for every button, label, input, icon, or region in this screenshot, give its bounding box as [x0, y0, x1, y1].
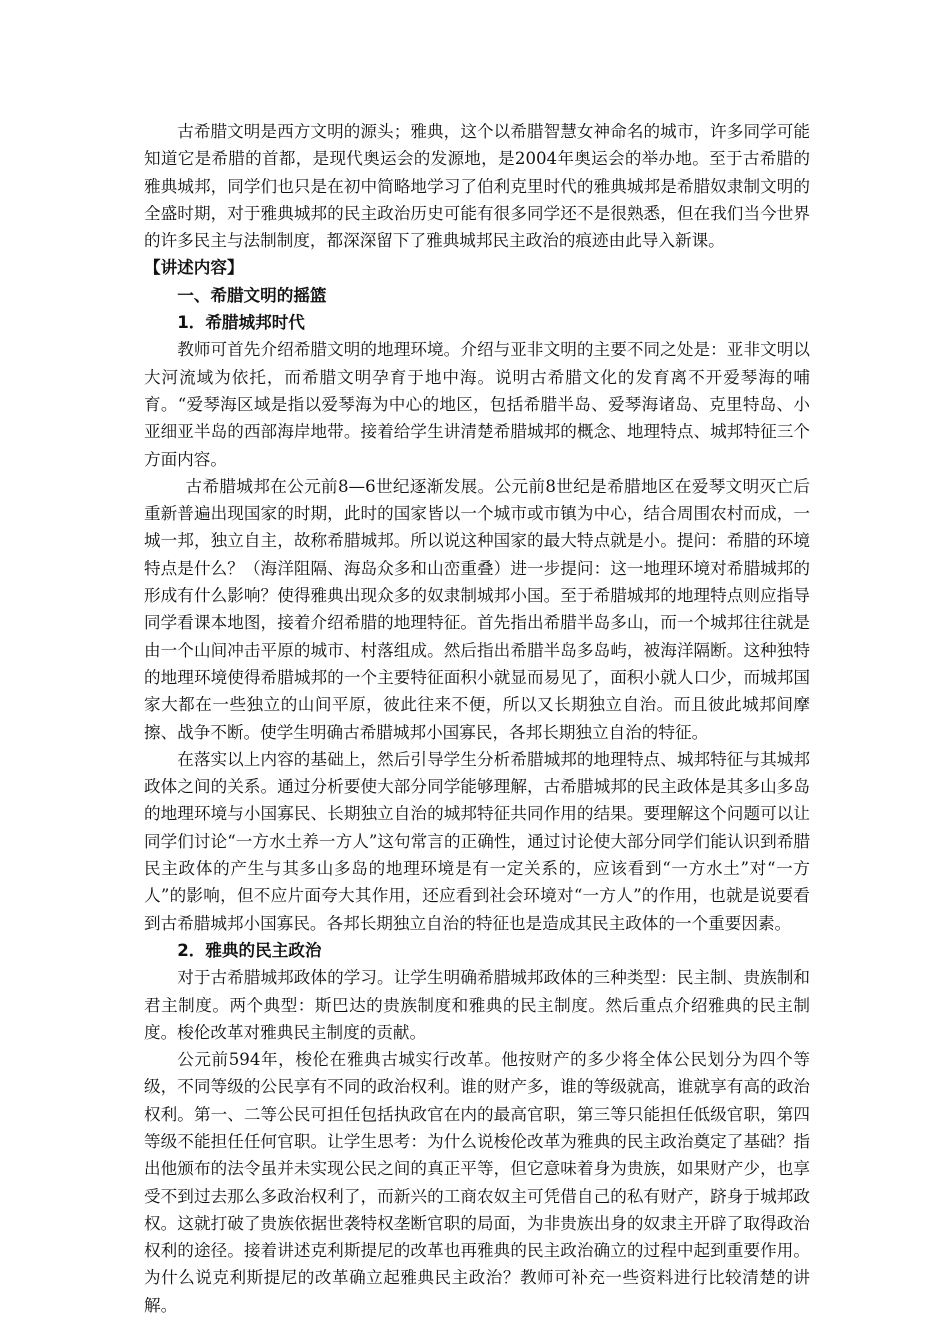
section-label: 【讲述内容】 — [144, 258, 244, 278]
paragraph-geography: 教师可首先介绍希腊文明的地理环境。介绍与亚非文明的主要不同之处是：亚非文明以大河流域为依托，而希腊文明孕育于地中海。说明古希腊文化的发育离不开爱琴海的哺育。“爱琴海区域是指以爱琴海为中心的地区，包括希腊半岛、爱琴海诸岛、克里特岛、小亚细亚半岛的西部海岸地带。接着给学生讲清楚希腊城邦的概念、地理特点、城邦特征三个方面内容。 — [144, 340, 810, 469]
subsection-2-heading: 2．雅典的民主政治 — [177, 940, 322, 960]
document-body — [144, 118, 810, 1319]
paragraph-polity-types: 对于古希腊城邦政体的学习。让学生明确希腊城邦政体的三种类型：民主制、贵族制和君主制度。两个典型：斯巴达的贵族制度和雅典的民主制度。然后重点介绍雅典的民主制度。梭伦改革对雅典民主制度的贡献。 — [144, 968, 810, 1042]
subsection-1-heading: 1．希腊城邦时代 — [177, 313, 305, 333]
part-one-heading: 一、希腊文明的摇篮 — [177, 285, 327, 305]
paragraph-analysis: 在落实以上内容的基础上，然后引导学生分析希腊城邦的地理特点、城邦特征与其城邦政体之间的关系。通过分析要使大部分同学能够理解，古希腊城邦的民主政体是其多山多岛的地理环境与小国寡民、长期独立自治的城邦特征共同作用的结果。要理解这个问题可以让同学们讨论“一方水土养一方人”这句常言的正确性，通过讨论使大部分同学们能认识到希腊民主政体的产生与其多山多岛的地理环境是有一定关系的，应该看到“一方水土”对“一方人”的影响，但不应片面夸大其作用，还应看到社会环境对“一方人”的作用，也就是说要看到古希腊城邦小国寡民。各邦长期独立自治的特征也是造成其民主政体的一个重要因素。 — [144, 749, 810, 933]
paragraph-city-states: 古希腊城邦在公元前8—6世纪逐渐发展。公元前8世纪是希腊地区在爱琴文明灭亡后重新普遍出现国家的时期，此时的国家皆以一个城市或市镇为中心，结合周围农村而成，一城一邦，独立自主，故称希腊城邦。所以说这种国家的最大特点就是小。提问：希腊的环境特点是什么？（海洋阻隔、海岛众多和山峦重叠）进一步提问：这一地理环境对希腊城邦的形成有什么影响？使得雅典出现众多的奴隶制城邦小国。至于希腊城邦的地理特点则应指导同学看课本地图，接着介绍希腊的地理特征。首先指出希腊半岛多山，而一个城邦往往就是由一个山间冲击平原的城市、村落组成。然后指出希腊半岛多岛屿，被海洋隔断。这种独特的地理环境使得希腊城邦的一个主要特征面积小就显而易见了，面积小就人口少，而城邦国家大都在一些独立的山间平原，彼此往来不便，所以又长期独立自治。而且彼此城邦间摩擦、战争不断。使学生明确古希腊城邦小国寡民，各邦长期独立自治的特征。 — [144, 476, 810, 742]
intro-paragraph: 古希腊文明是西方文明的源头；雅典，这个以希腊智慧女神命名的城市，许多同学可能知道它是希腊的首都，是现代奥运会的发源地，是2004年奥运会的举办地。至于古希腊的雅典城邦，同学们也只是在初中简略地学习了伯利克里时代的雅典城邦是希腊奴隶制文明的全盛时期，对于雅典城邦的民主政治历史可能有很多同学还不是很熟悉，但在我们当今世界的许多民主与法制制度，都深深留下了雅典城邦民主政治的痕迹由此导入新课。 — [144, 122, 810, 251]
paragraph-solon-reform: 公元前594年，梭伦在雅典古城实行改革。他按财产的多少将全体公民划分为四个等级，不同等级的公民享有不同的政治权利。谁的财产多，谁的等级就高，谁就享有高的政治权利。第一、二等公民可担任包括执政官在内的最高官职，第三等只能担任低级官职，第四等级不能担任任何官职。让学生思考：为什么说梭伦改革为雅典的民主政治奠定了基础？指出他颁布的法令虽并未实现公民之间的真正平等，但它意味着身为贵族，如果财产少，也享受不到过去那么多政治权利了，而新兴的工商农奴主可凭借自己的私有财产，跻身于城邦政权。这就打破了贵族依据世袭特权垄断官职的局面，为非贵族出身的奴隶主开辟了取得政治权利的途径。接着讲述克利斯提尼的改革也再雅典的民主政治确立的过程中起到重要作用。为什么说克利斯提尼的改革确立起雅典民主政治？教师可补充一些资料进行比较清楚的讲解。 — [144, 1050, 810, 1315]
